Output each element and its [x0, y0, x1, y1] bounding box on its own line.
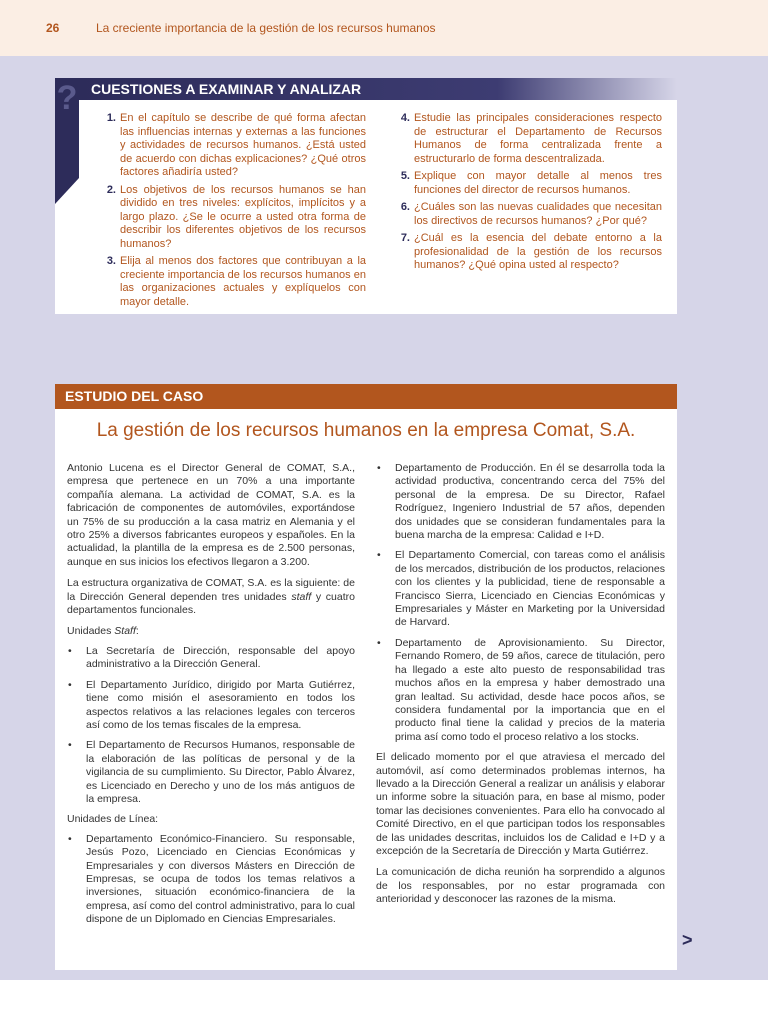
- bullet: •: [377, 636, 381, 649]
- list-item-text: El Departamento Jurídico, dirigido por Marta Gutiérrez, tiene como misión el asesoramiento en todos los aspectos relativos a las relaciones legales con terceros así como de los temas fiscales de la empresa.: [86, 678, 355, 731]
- list-item: [67, 833, 355, 927]
- bullet: •: [68, 678, 72, 691]
- question-item: [394, 170, 662, 197]
- case-study-header: ESTUDIO DEL CASO: [55, 384, 677, 409]
- structure-emphasis: staff: [291, 590, 312, 603]
- case-left-column: [67, 462, 355, 934]
- structure-text: La estructura organizativa de COMAT, S.A. es la siguiente: de la Dirección General dependen tres unidades: [67, 577, 355, 603]
- bullet: •: [68, 739, 72, 752]
- question-number: 3.: [106, 255, 116, 267]
- list-item-text: Departamento de Aprovisionamiento. Su Director, Fernando Romero, de 59 años, carece de titulación, pero ha llegado a este alto puesto de responsabilidad tras muchos años en la empresa y haber demostrado una gran lealtad. Su actividad, desde hace pocos años, se considera fundamental por la importancia que en el producto final tiene la calidad y precios de la materia prima así como todo el proceso relativo a los stocks.: [395, 636, 665, 743]
- list-item: [376, 462, 665, 542]
- question-mark-icon: ?: [55, 78, 79, 178]
- list-item-text: La Secretaría de Dirección, responsable del apoyo administrativo a la Dirección General.: [86, 644, 355, 671]
- closing-paragraph: El delicado momento por el que atraviesa el mercado del automóvil, así como determinados problemas internos, ha llevado a la Dirección General a realizar un análisis y elaborar un informe sobre la situación para, en base al mismo, poder tomar las decisiones convenientes. Para ello ha convocado al Comité Directivo, en el que participan todos los responsables de las unidades descritas, incluidos los de Calidad e I+D y a excepción de la Secretaría de Dirección y Marta Gutiérrez.: [376, 751, 665, 857]
- list-item-text: El Departamento Comercial, con tareas como el análisis de los mercados, distribución de los productos, relaciones con los clientes y la publicidad, tiene de responsable a Francisco Sierra, Licenciado en Ciencias Económicas y Empresariales y Máster en Marketing por la Universidad de Harvard.: [395, 549, 665, 629]
- closing-paragraph: La comunicación de dicha reunión ha sorprendido a algunos de los responsables, por no estar programada con anterioridad y desconocer las razones de la misma.: [376, 866, 665, 906]
- question-item: [100, 255, 366, 309]
- bullet: •: [377, 462, 381, 474]
- question-text: Estudie las principales consideraciones respecto de estructurar el Departamento de Recursos Humanos de forma centralizada frente a estructurarlo de forma descentralizada.: [414, 112, 662, 165]
- question-text: ¿Cuáles son las nuevas cualidades que necesitan los directivos de recursos humanos? ¿Por qué?: [414, 201, 662, 227]
- list-item-text: Departamento Económico-Financiero. Su responsable, Jesús Pozo, Licenciado en Ciencias Económicas y Empresariales y con diversos Másters en Dirección de Empresas, se ocupa de todos los temas relativos a inversiones, situación económico-financiera de la empresa, así como del control administrativo, para lo cual dispone de un Diplomado en Ciencias Empresariales.: [86, 832, 355, 926]
- question-item: [394, 232, 662, 273]
- question-tab-wedge: [55, 178, 79, 204]
- bullet: •: [68, 832, 72, 845]
- questions-left-column: [100, 112, 366, 313]
- running-title: La creciente importancia de la gestión de los recursos humanos: [96, 21, 436, 35]
- list-item: [376, 549, 665, 629]
- case-right-column: [376, 462, 665, 915]
- list-item: [67, 679, 355, 733]
- bullet: •: [377, 549, 381, 562]
- question-text: Explique con mayor detalle al menos tres funciones del director de recursos humanos.: [414, 170, 662, 196]
- question-text: ¿Cuál es la esencia del debate entorno a la profesionalidad de la gestión de los recursos humanos? ¿Qué opina usted al respecto?: [414, 232, 662, 271]
- question-text: Elija al menos dos factores que contribuyan a la creciente importancia de los recursos humanos en las organizaciones actuales y explíquelos con mayor detalle.: [120, 255, 366, 308]
- question-item: [394, 201, 662, 228]
- list-item-text: Departamento de Producción. En él se desarrolla toda la actividad productiva, concentrando cerca del 75% del personal de la empresa. De su Director, Rafael Rodríguez, Ingeniero Industrial de 57 años, dependen dos unidades que se consideran fundamentales para la buena marcha de la empresa: Calidad e I+D.: [395, 462, 665, 542]
- page-number: 26: [46, 21, 60, 35]
- structure-paragraph: [67, 577, 355, 617]
- question-item: [100, 112, 366, 180]
- next-page-tab[interactable]: [677, 916, 701, 964]
- question-text: En el capítulo se describe de qué forma afectan las influencias internas y externas a las funciones y actividades de recursos humanos. ¿Está usted de acuerdo con dichas explicaciones? ¿Qué otros factores añadiría usted?: [120, 112, 366, 178]
- list-item: [67, 739, 355, 806]
- list-item-text: El Departamento de Recursos Humanos, responsable de la elaboración de las políticas de personal y de la vigilancia de su cumplimiento. Su Director, Pablo Álvarez, es Licenciado en Derecho y uno de los más antiguos de la empresa.: [86, 739, 355, 805]
- chevron-right-icon: >: [682, 930, 693, 950]
- line-units-label: Unidades de Línea:: [67, 813, 159, 826]
- question-number: 7.: [400, 232, 410, 244]
- intro-paragraph: Antonio Lucena es el Director General de COMAT, S.A., empresa que pertenece en un 70% a una importante compañía alemana. La actividad de COMAT, S.A. es la fabricación de componentes de automóviles, exportándose un 75% de su producción a la casa matriz en Alemania y el otro 25% a diversos fabricantes europeos y españoles. En la actualidad, la plantilla de la empresa es de 2.500 personas, aunque en sus inicios los efectivos llegaron a 3.200.: [67, 462, 355, 568]
- question-item: [394, 112, 662, 166]
- structure-text: y cuatro departamentos funcionales.: [67, 590, 355, 617]
- case-study-title: La gestión de los recursos humanos en la empresa Comat, S.A.: [96, 420, 636, 441]
- list-item: [376, 637, 665, 744]
- question-number: 1.: [106, 112, 116, 124]
- questions-right-column: [394, 112, 662, 277]
- staff-units-label: Unidades Staff:: [67, 625, 139, 638]
- question-number: 6.: [400, 201, 410, 213]
- question-text: Los objetivos de los recursos humanos se han dividido en tres niveles: explícitos, implícitos y a largo plazo. ¿Se le ocurre a usted otra forma de describir los diferentes objetivos de los recursos humanos?: [120, 183, 366, 250]
- page-header: [0, 0, 768, 56]
- question-number: 4.: [400, 112, 410, 124]
- list-item: [67, 645, 355, 672]
- question-item: [100, 184, 366, 252]
- questions-title: CUESTIONES A EXAMINAR Y ANALIZAR: [79, 78, 677, 100]
- question-number: 5.: [400, 170, 410, 182]
- bullet: •: [68, 644, 72, 657]
- question-number: 2.: [106, 183, 116, 196]
